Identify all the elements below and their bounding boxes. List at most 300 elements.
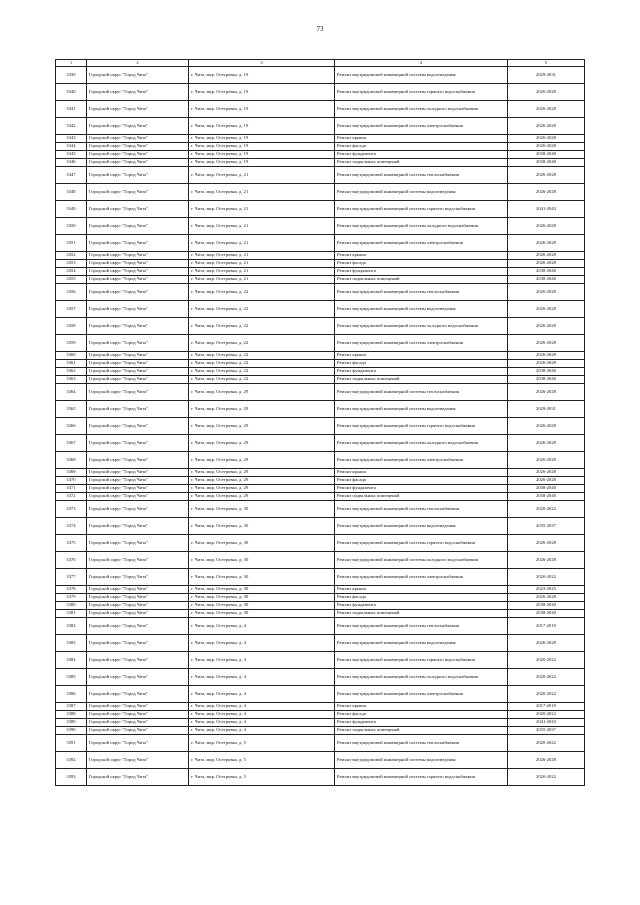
address-cell: г. Чита, мкр. Осетровка, д. 30 [189,602,335,610]
work-type-cell: Ремонт подвальных помещений [335,159,508,167]
row-number-cell: 3387 [56,703,87,711]
period-cell: 2020-2022 [508,669,585,686]
row-number-cell: 3355 [56,276,87,284]
table-row [56,669,585,686]
row-number-cell: 3366 [56,418,87,435]
address-cell: г. Чита, мкр. Осетровка, д. 21 [189,268,335,276]
row-number-cell: 3393 [56,769,87,786]
period-cell: 2026-2028 [508,184,585,201]
period-cell: 2026-2028 [508,635,585,652]
municipality-cell: Городской округ "Город Чита" [87,268,189,276]
row-number-cell: 3367 [56,435,87,452]
table-row [56,318,585,335]
work-type-cell: Ремонт внутридомовой инженерной системы электроснабжения [335,118,508,135]
work-type-cell: Ремонт внутридомовой инженерной системы теплоснабжения [335,735,508,752]
period-cell: 2026-2028 [508,118,585,135]
work-type-cell: Ремонт внутридомовой инженерной системы водоотведения [335,67,508,84]
work-type-cell: Ремонт внутридомовой инженерной системы водоотведения [335,401,508,418]
address-cell: г. Чита, мкр. Осетровка, д. 22 [189,284,335,301]
table-row [56,118,585,135]
work-type-cell: Ремонт внутридомовой инженерной системы электроснабжения [335,569,508,586]
address-cell: г. Чита, мкр. Осетровка, д. 21 [189,276,335,284]
table-row [56,469,585,477]
address-cell: г. Чита, мкр. Осетровка, д. 22 [189,368,335,376]
work-type-cell: Ремонт подвальных помещений [335,727,508,735]
address-cell: г. Чита, мкр. Осетровка, д. 21 [189,201,335,218]
row-number-cell: 3360 [56,352,87,360]
municipality-cell: Городской округ "Город Чита" [87,569,189,586]
address-cell: г. Чита, мкр. Осетровка, д. 5 [189,769,335,786]
table-row [56,352,585,360]
period-cell: 2026-2028 [508,84,585,101]
row-number-cell: 3357 [56,301,87,318]
address-cell: г. Чита, мкр. Осетровка, д. 21 [189,260,335,268]
work-type-cell: Ремонт внутридомовой инженерной системы теплоснабжения [335,501,508,518]
address-cell: г. Чита, мкр. Осетровка, д. 4 [189,686,335,703]
municipality-cell: Городской округ "Город Чита" [87,535,189,552]
municipality-cell: Городской округ "Город Чита" [87,418,189,435]
row-number-cell: 3385 [56,669,87,686]
row-number-cell: 3344 [56,143,87,151]
row-number-cell: 3345 [56,151,87,159]
period-cell: 2026-2028 [508,418,585,435]
municipality-cell: Городской округ "Город Чита" [87,151,189,159]
work-type-cell: Ремонт внутридомовой инженерной системы водоотведения [335,184,508,201]
work-type-cell: Ремонт фасада [335,260,508,268]
row-number-cell: 3389 [56,719,87,727]
table-row [56,618,585,635]
period-cell: 2026-2028 [508,218,585,235]
row-number-cell: 3378 [56,586,87,594]
row-number-cell: 3382 [56,618,87,635]
table-row [56,135,585,143]
period-cell: 2038-2040 [508,276,585,284]
municipality-cell: Городской округ "Город Чита" [87,618,189,635]
municipality-cell: Городской округ "Город Чита" [87,218,189,235]
work-type-cell: Ремонт внутридомовой инженерной системы водоотведения [335,752,508,769]
table-row [56,260,585,268]
work-type-cell: Ремонт внутридомовой инженерной системы теплоснабжения [335,167,508,184]
row-number-cell: 3350 [56,218,87,235]
municipality-cell: Городской округ "Город Чита" [87,594,189,602]
municipality-cell: Городской округ "Город Чита" [87,318,189,335]
municipality-cell: Городской округ "Город Чита" [87,335,189,352]
period-cell: 2029-2031 [508,401,585,418]
table-header-row [56,60,585,67]
row-number-cell: 3372 [56,493,87,501]
period-cell: 2038-2040 [508,159,585,167]
column-header: 3 [189,60,335,67]
table-row [56,752,585,769]
municipality-cell: Городской округ "Город Чита" [87,493,189,501]
period-cell: 2026-2028 [508,318,585,335]
address-cell: г. Чита, мкр. Осетровка, д. 29 [189,477,335,485]
row-number-cell: 3351 [56,235,87,252]
table-row [56,485,585,493]
row-number-cell: 3346 [56,159,87,167]
work-type-cell: Ремонт крыши [335,469,508,477]
municipality-cell: Городской округ "Город Чита" [87,452,189,469]
work-type-cell: Ремонт внутридомовой инженерной системы холодного водоснабжения [335,669,508,686]
column-header: 1 [56,60,87,67]
table-row [56,535,585,552]
municipality-cell: Городской округ "Город Чита" [87,284,189,301]
municipality-cell: Городской округ "Город Чита" [87,769,189,786]
address-cell: г. Чита, мкр. Осетровка, д. 5 [189,735,335,752]
table-row [56,501,585,518]
work-type-cell: Ремонт внутридомовой инженерной системы горячего водоснабжения [335,418,508,435]
period-cell: 2026-2028 [508,301,585,318]
work-type-cell: Ремонт внутридомовой инженерной системы теплоснабжения [335,618,508,635]
table-row [56,151,585,159]
address-cell: г. Чита, мкр. Осетровка, д. 30 [189,552,335,569]
municipality-cell: Городской округ "Город Чита" [87,260,189,268]
municipality-cell: Городской округ "Город Чита" [87,518,189,535]
address-cell: г. Чита, мкр. Осетровка, д. 21 [189,235,335,252]
work-type-cell: Ремонт фундамента [335,602,508,610]
municipality-cell: Городской округ "Город Чита" [87,235,189,252]
period-cell: 2026-2028 [508,335,585,352]
row-number-cell: 3381 [56,610,87,618]
address-cell: г. Чита, мкр. Осетровка, д. 4 [189,635,335,652]
municipality-cell: Городской округ "Город Чита" [87,118,189,135]
address-cell: г. Чита, мкр. Осетровка, д. 4 [189,618,335,635]
municipality-cell: Городской округ "Город Чита" [87,652,189,669]
capital-repair-table [55,59,585,786]
work-type-cell: Ремонт внутридомовой инженерной системы горячего водоснабжения [335,769,508,786]
table-row [56,167,585,184]
municipality-cell: Городской округ "Город Чита" [87,101,189,118]
address-cell: г. Чита, мкр. Осетровка, д. 21 [189,167,335,184]
work-type-cell: Ремонт внутридомовой инженерной системы водоотведения [335,635,508,652]
table-row [56,769,585,786]
municipality-cell: Городской округ "Город Чита" [87,669,189,686]
work-type-cell: Ремонт фундамента [335,368,508,376]
table-row [56,84,585,101]
address-cell: г. Чита, мкр. Осетровка, д. 30 [189,569,335,586]
table-row [56,518,585,535]
period-cell: 2020-2022 [508,686,585,703]
row-number-cell: 3380 [56,602,87,610]
municipality-cell: Городской округ "Город Чита" [87,67,189,84]
municipality-cell: Городской округ "Город Чита" [87,84,189,101]
work-type-cell: Ремонт фундамента [335,268,508,276]
column-header: 4 [335,60,508,67]
period-cell: 2038-2040 [508,151,585,159]
row-number-cell: 3343 [56,135,87,143]
period-cell: 2038-2040 [508,268,585,276]
address-cell: г. Чита, мкр. Осетровка, д. 30 [189,610,335,618]
municipality-cell: Городской округ "Город Чита" [87,610,189,618]
row-number-cell: 3368 [56,452,87,469]
row-number-cell: 3341 [56,101,87,118]
period-cell: 2020-2022 [508,769,585,786]
work-type-cell: Ремонт фундамента [335,719,508,727]
period-cell: 2026-2028 [508,452,585,469]
municipality-cell: Городской округ "Город Чита" [87,727,189,735]
work-type-cell: Ремонт внутридомовой инженерной системы горячего водоснабжения [335,201,508,218]
address-cell: г. Чита, мкр. Осетровка, д. 29 [189,401,335,418]
row-number-cell: 3379 [56,594,87,602]
period-cell: 2026-2028 [508,535,585,552]
address-cell: г. Чита, мкр. Осетровка, д. 19 [189,135,335,143]
row-number-cell: 3339 [56,67,87,84]
row-number-cell: 3376 [56,552,87,569]
row-number-cell: 3348 [56,184,87,201]
row-number-cell: 3391 [56,735,87,752]
table-row [56,376,585,384]
work-type-cell: Ремонт внутридомовой инженерной системы электроснабжения [335,235,508,252]
period-cell: 2026-2028 [508,352,585,360]
address-cell: г. Чита, мкр. Осетровка, д. 22 [189,301,335,318]
period-cell: 2026-2028 [508,752,585,769]
municipality-cell: Городской округ "Город Чита" [87,435,189,452]
table-row [56,101,585,118]
table-row [56,652,585,669]
municipality-cell: Городской округ "Город Чита" [87,135,189,143]
address-cell: г. Чита, мкр. Осетровка, д. 21 [189,218,335,235]
row-number-cell: 3364 [56,384,87,401]
work-type-cell: Ремонт внутридомовой инженерной системы электроснабжения [335,452,508,469]
municipality-cell: Городской округ "Город Чита" [87,201,189,218]
row-number-cell: 3369 [56,469,87,477]
row-number-cell: 3358 [56,318,87,335]
work-type-cell: Ремонт фасада [335,594,508,602]
work-type-cell: Ремонт фасада [335,477,508,485]
table-row [56,552,585,569]
work-type-cell: Ремонт внутридомовой инженерной системы электроснабжения [335,686,508,703]
row-number-cell: 3342 [56,118,87,135]
work-type-cell: Ремонт внутридомовой инженерной системы водоотведения [335,301,508,318]
municipality-cell: Городской округ "Город Чита" [87,469,189,477]
address-cell: г. Чита, мкр. Осетровка, д. 19 [189,118,335,135]
table-row [56,703,585,711]
row-number-cell: 3388 [56,711,87,719]
table-row [56,586,585,594]
table-row [56,735,585,752]
municipality-cell: Городской округ "Город Чита" [87,586,189,594]
row-number-cell: 3392 [56,752,87,769]
address-cell: г. Чита, мкр. Осетровка, д. 29 [189,435,335,452]
period-cell: 2038-2040 [508,493,585,501]
table-row [56,418,585,435]
municipality-cell: Городской округ "Город Чита" [87,735,189,752]
address-cell: г. Чита, мкр. Осетровка, д. 19 [189,143,335,151]
period-cell: 2026-2028 [508,143,585,151]
work-type-cell: Ремонт крыши [335,135,508,143]
period-cell: 2020-2022 [508,711,585,719]
period-cell: 2029-2031 [508,67,585,84]
work-type-cell: Ремонт подвальных помещений [335,376,508,384]
row-number-cell: 3349 [56,201,87,218]
period-cell: 2038-2040 [508,368,585,376]
table-row [56,235,585,252]
table-row [56,360,585,368]
row-number-cell: 3384 [56,652,87,669]
period-cell: 2038-2040 [508,602,585,610]
address-cell: г. Чита, мкр. Осетровка, д. 29 [189,469,335,477]
municipality-cell: Городской округ "Город Чита" [87,602,189,610]
period-cell: 2026-2028 [508,252,585,260]
row-number-cell: 3383 [56,635,87,652]
row-number-cell: 3353 [56,260,87,268]
address-cell: г. Чита, мкр. Осетровка, д. 4 [189,711,335,719]
work-type-cell: Ремонт внутридомовой инженерной системы холодного водоснабжения [335,218,508,235]
address-cell: г. Чита, мкр. Осетровка, д. 30 [189,501,335,518]
table-row [56,594,585,602]
table-row [56,610,585,618]
period-cell: 2026-2028 [508,435,585,452]
table-row [56,143,585,151]
work-type-cell: Ремонт внутридомовой инженерной системы холодного водоснабжения [335,435,508,452]
row-number-cell: 3365 [56,401,87,418]
work-type-cell: Ремонт крыши [335,586,508,594]
table-row [56,452,585,469]
period-cell: 2020-2022 [508,501,585,518]
address-cell: г. Чита, мкр. Осетровка, д. 29 [189,485,335,493]
municipality-cell: Городской округ "Город Чита" [87,252,189,260]
address-cell: г. Чита, мкр. Осетровка, д. 30 [189,535,335,552]
period-cell: 2026-2028 [508,469,585,477]
table-row [56,569,585,586]
row-number-cell: 3340 [56,84,87,101]
period-cell: 2026-2028 [508,101,585,118]
table-row [56,727,585,735]
period-cell: 2026-2028 [508,477,585,485]
period-cell: 2026-2028 [508,167,585,184]
work-type-cell: Ремонт фасада [335,711,508,719]
address-cell: г. Чита, мкр. Осетровка, д. 19 [189,151,335,159]
municipality-cell: Городской округ "Город Чита" [87,501,189,518]
work-type-cell: Ремонт внутридомовой инженерной системы горячего водоснабжения [335,652,508,669]
address-cell: г. Чита, мкр. Осетровка, д. 22 [189,318,335,335]
period-cell: 2026-2028 [508,260,585,268]
table-row [56,368,585,376]
period-cell: 2038-2040 [508,485,585,493]
period-cell: 2035-2037 [508,518,585,535]
period-cell: 2020-2022 [508,652,585,669]
municipality-cell: Городской округ "Город Чита" [87,184,189,201]
work-type-cell: Ремонт крыши [335,703,508,711]
address-cell: г. Чита, мкр. Осетровка, д. 19 [189,84,335,101]
municipality-cell: Городской округ "Город Чита" [87,711,189,719]
address-cell: г. Чита, мкр. Осетровка, д. 22 [189,352,335,360]
period-cell: 2035-2037 [508,727,585,735]
address-cell: г. Чита, мкр. Осетровка, д. 4 [189,703,335,711]
row-number-cell: 3370 [56,477,87,485]
row-number-cell: 3390 [56,727,87,735]
address-cell: г. Чита, мкр. Осетровка, д. 21 [189,184,335,201]
table-row [56,184,585,201]
row-number-cell: 3362 [56,368,87,376]
table-row [56,719,585,727]
municipality-cell: Городской округ "Город Чита" [87,477,189,485]
work-type-cell: Ремонт внутридомовой инженерной системы холодного водоснабжения [335,552,508,569]
municipality-cell: Городской округ "Город Чита" [87,384,189,401]
period-cell: 2017-2019 [508,618,585,635]
address-cell: г. Чита, мкр. Осетровка, д. 19 [189,67,335,84]
municipality-cell: Городской округ "Город Чита" [87,143,189,151]
period-cell: 2026-2028 [508,235,585,252]
column-header: 5 [508,60,585,67]
row-number-cell: 3352 [56,252,87,260]
municipality-cell: Городской округ "Город Чита" [87,167,189,184]
row-number-cell: 3375 [56,535,87,552]
period-cell: 2026-2028 [508,135,585,143]
municipality-cell: Городской округ "Город Чита" [87,276,189,284]
work-type-cell: Ремонт подвальных помещений [335,493,508,501]
period-cell: 2020-2022 [508,735,585,752]
address-cell: г. Чита, мкр. Осетровка, д. 29 [189,452,335,469]
address-cell: г. Чита, мкр. Осетровка, д. 19 [189,101,335,118]
column-header: 2 [87,60,189,67]
work-type-cell: Ремонт фундамента [335,151,508,159]
municipality-cell: Городской округ "Город Чита" [87,485,189,493]
address-cell: г. Чита, мкр. Осетровка, д. 4 [189,652,335,669]
address-cell: г. Чита, мкр. Осетровка, д. 21 [189,252,335,260]
address-cell: г. Чита, мкр. Осетровка, д. 30 [189,594,335,602]
municipality-cell: Городской округ "Город Чита" [87,719,189,727]
table-row [56,201,585,218]
work-type-cell: Ремонт внутридомовой инженерной системы электроснабжения [335,335,508,352]
table-row [56,602,585,610]
address-cell: г. Чита, мкр. Осетровка, д. 4 [189,669,335,686]
municipality-cell: Городской округ "Город Чита" [87,635,189,652]
municipality-cell: Городской округ "Город Чита" [87,686,189,703]
work-type-cell: Ремонт внутридомовой инженерной системы горячего водоснабжения [335,84,508,101]
municipality-cell: Городской округ "Город Чита" [87,368,189,376]
period-cell: 2026-2028 [508,552,585,569]
municipality-cell: Городской округ "Город Чита" [87,703,189,711]
address-cell: г. Чита, мкр. Осетровка, д. 4 [189,719,335,727]
work-type-cell: Ремонт внутридомовой инженерной системы водоотведения [335,518,508,535]
period-cell: 2026-2028 [508,384,585,401]
period-cell: 2041-2043 [508,201,585,218]
period-cell: 2038-2040 [508,610,585,618]
work-type-cell: Ремонт крыши [335,252,508,260]
address-cell: г. Чита, мкр. Осетровка, д. 22 [189,335,335,352]
table-row [56,335,585,352]
address-cell: г. Чита, мкр. Осетровка, д. 22 [189,376,335,384]
table-row [56,686,585,703]
row-number-cell: 3373 [56,501,87,518]
period-cell: 2026-2028 [508,284,585,301]
address-cell: г. Чита, мкр. Осетровка, д. 29 [189,493,335,501]
municipality-cell: Городской округ "Город Чита" [87,552,189,569]
row-number-cell: 3371 [56,485,87,493]
address-cell: г. Чита, мкр. Осетровка, д. 30 [189,586,335,594]
municipality-cell: Городской округ "Город Чита" [87,401,189,418]
work-type-cell: Ремонт внутридомовой инженерной системы горячего водоснабжения [335,535,508,552]
table-row [56,711,585,719]
address-cell: г. Чита, мкр. Осетровка, д. 29 [189,384,335,401]
row-number-cell: 3363 [56,376,87,384]
work-type-cell: Ремонт фасада [335,360,508,368]
page-number: 73 [316,25,324,33]
table-row [56,67,585,84]
address-cell: г. Чита, мкр. Осетровка, д. 5 [189,752,335,769]
table-row [56,284,585,301]
work-type-cell: Ремонт подвальных помещений [335,610,508,618]
period-cell: 2026-2028 [508,360,585,368]
table-row [56,384,585,401]
table-row [56,301,585,318]
work-type-cell: Ремонт внутридомовой инженерной системы холодного водоснабжения [335,318,508,335]
work-type-cell: Ремонт подвальных помещений [335,276,508,284]
period-cell: 2026-2028 [508,594,585,602]
address-cell: г. Чита, мкр. Осетровка, д. 29 [189,418,335,435]
table-row [56,268,585,276]
